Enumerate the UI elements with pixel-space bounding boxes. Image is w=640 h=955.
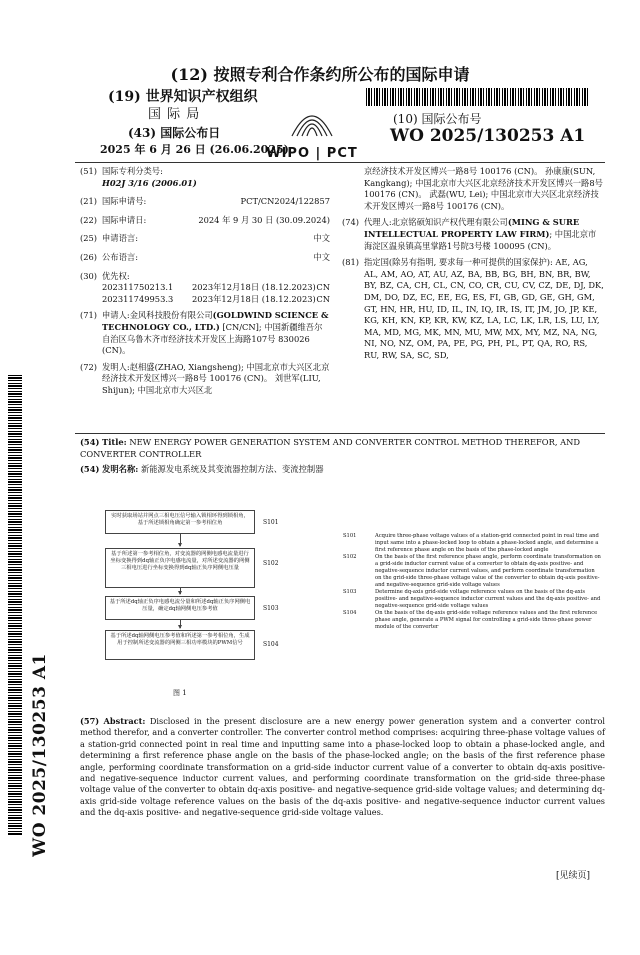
org-bureau: 国 际 局 [148, 107, 201, 122]
field-num: (54) [80, 464, 100, 474]
pub-date-label: (43) 国际公布日 [128, 126, 221, 140]
field-num: (57) [80, 716, 100, 726]
flow-step-text: 实时获取场站并网点三相电压信号输入锁相环得到锁相角，基于所述锁相角确定第一参考相位角 [111, 513, 249, 527]
priority-country: CN [316, 282, 330, 293]
legend-text: Determine dq-axis grid-side voltage reference values on the basis of the dq-axis positive- and negative-sequence inductor current values and the dq-axis positive- and negative-sequence grid-side voltage values [375, 589, 601, 609]
flow-step-label: S101 [263, 519, 279, 526]
flowchart-figure [95, 505, 605, 715]
field-71 [80, 310, 330, 356]
pub-date-value: 2025 年 6 月 26 日 (26.06.2025) [100, 143, 289, 156]
legend-key: S104 [343, 610, 357, 616]
flow-step-s101 [105, 510, 255, 534]
field-label: 发明名称: [102, 464, 139, 474]
wipo-pct-text: WIPO | PCT [266, 146, 358, 161]
field-num: (74) [342, 217, 360, 228]
abstract-block [80, 716, 605, 819]
abstract-label: Abstract: [103, 716, 146, 726]
legend-row [343, 554, 601, 589]
figure-caption: 图 1 [173, 689, 187, 697]
priority-row [80, 282, 330, 294]
agent-text [364, 217, 604, 252]
field-num: (30) [80, 270, 98, 281]
field-value: 中文 [313, 251, 330, 262]
legend-row [343, 610, 601, 631]
legend-row [343, 533, 601, 554]
inventors-list: 赵相盛(ZHAO, Xiangsheng); 中国北京市大兴区北京经济技术开发区博兴一路8号 100176 (CN)。 刘世军(LIU, Shijun); 中国北京市大兴区北 [102, 361, 330, 395]
field-num: (25) [80, 233, 98, 244]
flow-step-s104 [105, 630, 255, 660]
field-num: (22) [80, 214, 98, 225]
flow-step-label: S102 [263, 560, 279, 567]
pub-no-value: WO 2025/130253 A1 [390, 126, 586, 146]
flow-arrow [180, 588, 181, 594]
top-barcode [366, 88, 588, 106]
legend-text: On the basis of the first reference phase angle, perform coordinate transformation on a grid-side inductor current value of a converter to obtain dq-axis positive- and negative-sequence inductor current values, and perform coordinate transformation on the grid-side three-phase voltage value of the converter to obtain dq-axis positive- and negative-sequence grid-side voltage values [375, 554, 601, 588]
priority-country: CN [316, 293, 330, 304]
field-label: 国际申请日: [102, 214, 147, 225]
flow-step-s102 [105, 548, 255, 588]
priority-date: 2023年12月18日 (18.12.2023) [192, 282, 316, 293]
legend-text: On the basis of the dq-axis grid-side voltage reference values and the first reference phase angle, generate a PWM signal for controlling a grid-side three-phase power module of the converter [375, 610, 598, 630]
field-num: (72) [80, 361, 98, 372]
applicant-text [102, 310, 330, 356]
title-en-block [80, 437, 605, 460]
inventors-continued: 京经济技术开发区博兴一路8号 100176 (CN)。 孙康康(SUN, Kangkang); 中国北京市大兴区北京经济技术开发区博兴一路8号 100176 (CN)。 武磊(WU, Lei); 中国北京市大兴区北京经济技术开发区博兴一路8号 100176 (CN)。 [364, 166, 603, 211]
inventors-text [102, 362, 330, 397]
flow-step-text: 基于所述dq轴网侧电压参考值和所述第一参考相位角，生成用于控制所述变流器的网侧三相功率模块的PWM信号 [110, 633, 250, 647]
flow-step-text: 基于所述第一参考相位角，对变流器的网侧电感电流量进行坐标变换得到dq轴正负序电感电流量，对所述变流器的网侧三相电压进行坐标变换得到dq轴正负序网侧电压量 [110, 551, 250, 572]
field-81 [342, 257, 604, 361]
pub-no-label: (10) 国际公布号 [393, 112, 482, 126]
field-label: 指定国(除另有指明, 要求每一种可提供的国家保护): [364, 257, 553, 268]
designated-states: AE, AG, AL, AM, AO, AT, AU, AZ, BA, BB, BG, BH, BN, BR, BW, BY, BZ, CA, CH, CL, CN, CO, CR, CU, CV, CZ, DE, DJ, DK, DM, DO, DZ, EC, EE, EG, ES, FI, GB, GD, GE, GH, GM, GT, HN, HR, HU, ID, IL, IN, IQ, IR, IS, IT, JM, JO, JP, KE, KG, KH, KN, KP, KR, KW, KZ, LA, LC, LK, LR, LS, LU, LY, MA, MD, MG, MK, MN, MU, MW, MX, MY, MZ, NA, NG, NI, NO, NZ, OM, PA, PE, PG, PH, PL, PT, QA, RO, RS, RU, RW, SA, SC, SD, [364, 257, 604, 360]
field-num: (71) [80, 310, 98, 321]
flow-step-text: 基于所述dq轴正负序电感电流分量和所述dq轴正负序网侧电压量，确定dq轴网侧电压参考值 [109, 599, 251, 613]
priority-number: 202311750213.1 [102, 282, 174, 293]
field-25 [80, 233, 330, 245]
legend-key: S103 [343, 589, 357, 595]
flow-step-label: S104 [263, 641, 279, 648]
field-26 [80, 252, 330, 264]
legend-key: S102 [343, 554, 357, 560]
field-num: (51) [80, 166, 98, 176]
abstract-text: Disclosed in the present disclosure are a new energy power generation system and a converter control method therefor, and a converter controller. The converter control method comprises: acquiring three-phase voltage values of a station-grid connected point in real time and inputting same into a phase-locked loop to obtain a phase-locked angle, and determining a first reference phase angle on the basis of the phase-locked angle; on the basis of the first reference phase angle, performing coordinate transformation on a grid-side inductor current value of a converter to obtain dq-axis positive- and negative-sequence inductor current values, and performing coordinate transformation on the grid-side three-phase voltage value of the converter to obtain dq-axis positive- and negative-sequence grid-side voltage values; and determining dq-axis grid-side voltage reference values on the basis of the dq-axis positive- and negative-sequence inductor current values and the dq-axis positive- and negative-sequence grid-side voltage values. [80, 716, 606, 818]
applicant-name-en: (GOLDWIND SCIENCE & TECHNOLOGY CO., LTD.) [102, 310, 329, 332]
priority-date: 2023年12月18日 (18.12.2023) [192, 293, 316, 304]
side-barcode [8, 375, 22, 835]
flow-step-label: S103 [263, 605, 279, 612]
field-label: 优先权: [102, 270, 130, 281]
field-30 [80, 271, 330, 283]
field-label: 发明人: [102, 361, 130, 372]
agent-name-en: (MING & SURE INTELLECTUAL PROPERTY LAW FIRM) [364, 217, 580, 239]
field-22 [80, 215, 330, 227]
field-72 [80, 362, 330, 397]
field-51 [80, 166, 330, 178]
field-label: 代理人: [364, 217, 392, 228]
ipc-value: H02J 3/16 (2006.01) [102, 177, 197, 188]
field-74 [342, 217, 604, 252]
agent-name-cn: 北京铭硕知识产权代理有限公司 [391, 217, 508, 228]
title-rule [75, 433, 605, 434]
applicant-address: [CN/CN]; 中国新疆维吾尔自治区乌鲁木齐市经济技术开发区上海路107号 830026 (CN)。 [102, 321, 323, 356]
field-label: 申请语言: [102, 233, 138, 244]
priority-number: 202311749953.3 [102, 293, 174, 304]
field-value: PCT/CN2024/122857 [240, 196, 330, 207]
continuation-note: [见续页] [556, 871, 591, 881]
field-label: 公布语言: [102, 251, 138, 262]
field-value: 中文 [313, 233, 330, 244]
wipo-emblem-icon [257, 98, 367, 142]
title-cn: 新能源发电系统及其变流器控制方法、变流控制器 [140, 464, 324, 474]
field-num: (81) [342, 257, 360, 268]
legend-key: S101 [343, 533, 357, 539]
flow-arrow [180, 620, 181, 628]
field-value: 2024 年 9 月 30 日 (30.09.2024) [198, 214, 330, 225]
document-title: (12) 按照专利合作条约所公布的国际申请 [170, 65, 470, 84]
title-cn-block [80, 464, 605, 476]
field-label: Title: [102, 437, 127, 447]
bibliographic-right-column [342, 166, 604, 362]
field-label: 国际申请号: [102, 196, 147, 207]
field-label: 国际专利分类号: [102, 166, 163, 176]
side-pub-number: WO 2025/130253 A1 [30, 653, 50, 857]
field-num: (26) [80, 251, 98, 262]
field-num: (21) [80, 196, 98, 207]
flow-arrow [180, 534, 181, 546]
title-en: NEW ENERGY POWER GENERATION SYSTEM AND CONVERTER CONTROL METHOD THEREFOR, AND CONVERTER CONTROLLER [80, 437, 581, 459]
field-21 [80, 196, 330, 208]
field-label: 申请人: [102, 310, 130, 321]
designated-text [364, 257, 604, 361]
priority-row [80, 294, 330, 306]
figure-legend [343, 533, 601, 631]
header-rule [75, 162, 605, 163]
org-name: (19) 世界知识产权组织 [108, 89, 258, 105]
field-num: (54) [80, 437, 100, 447]
flow-step-s103 [105, 596, 255, 620]
applicant-name-cn: 金风科技股份有限公司 [129, 310, 213, 321]
legend-text: Acquire three-phase voltage values of a station-grid connected point in real time and input same into a phase-locked loop to obtain a phase-locked angle, and determine a first reference phase angle on the basis of the phase-locked angle [375, 533, 599, 553]
agent-address: ; 中国北京市海淀区温泉镇高里掌路1号院3号楼 100095 (CN)。 [364, 228, 597, 251]
legend-row [343, 589, 601, 610]
bibliographic-left-column [80, 166, 330, 397]
